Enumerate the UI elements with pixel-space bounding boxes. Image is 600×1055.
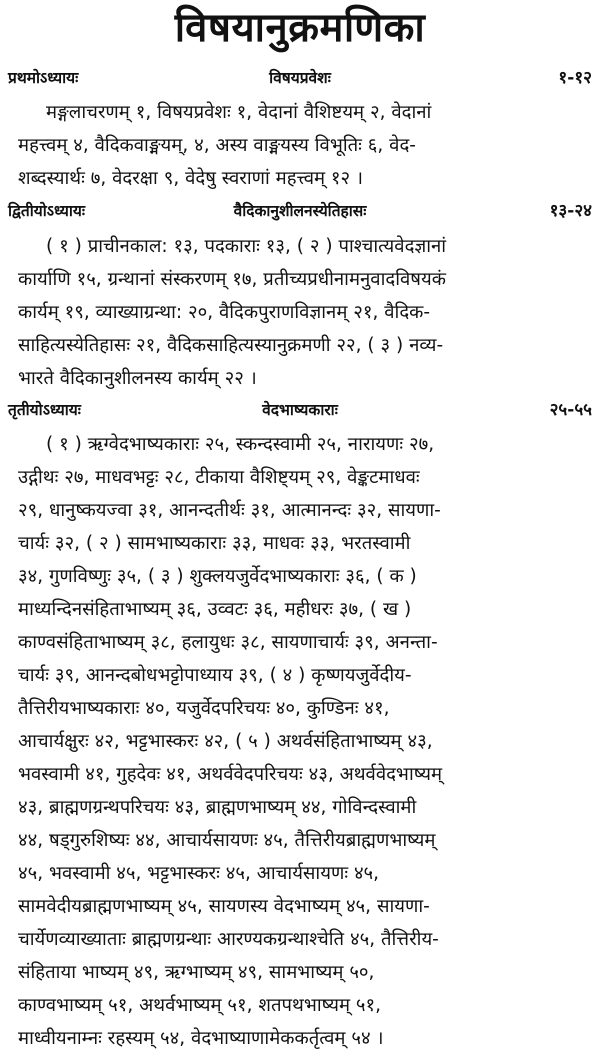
contents-line: उद्गीथः २७, माधवभट्टः २८, टीकाया वैशिष्ट्यम् २९, वेङ्कटमाधवः bbox=[18, 467, 420, 488]
contents-line: माध्वीयनाम्नः रहस्यम् ५४, वेदभाष्याणामेककर्तृत्वम् ५४ । bbox=[18, 1028, 384, 1049]
chapter-heading-1 bbox=[8, 64, 592, 92]
chapter-heading-3 bbox=[8, 396, 592, 424]
chapter-page-range: १३-२४ bbox=[549, 201, 592, 221]
chapter-contents-3 bbox=[18, 428, 576, 1055]
contents-line: चार्यः ३९, आनन्दबोधभट्टोपाध्याय ३९, ( ४ ) कृष्णयजुर्वेदीय- bbox=[18, 665, 412, 686]
chapter-topic: वैदिकानुशीलनस्येतिहासः bbox=[233, 202, 367, 220]
contents-line: महत्त्वम् ४, वैदिकवाङ्मयम्, ४, अस्य वाङ्मयस्य विभूतिः ६, वेद- bbox=[18, 135, 416, 156]
contents-line: काण्वभाष्यम् ५१, अथर्वभाष्यम् ५१, शतपथभाष्यम् ५१, bbox=[18, 995, 382, 1016]
contents-line: ३४, गुणविष्णुः ३५, ( ३ ) शुक्लयजुर्वेदभाष्यकाराः ३६, ( क ) bbox=[18, 566, 417, 587]
chapter-page-range: २५-५५ bbox=[549, 400, 592, 420]
contents-line: ४३, ब्राह्मणग्रन्थपरिचयः ४३, ब्राह्मणभाष्यम् ४४, गोविन्दस्वामी bbox=[18, 797, 417, 818]
chapter-contents-1 bbox=[18, 96, 576, 195]
contents-line: मङ्गलाचरणम् १, विषयप्रवेशः १, वेदानां वैशिष्टयम् २, वेदानां bbox=[46, 102, 432, 123]
chapter-topic: विषयप्रवेशः bbox=[269, 69, 331, 87]
contents-line: माध्यन्दिनसंहिताभाष्यम् ३६, उव्वटः ३६, महीधरः ३७, ( ख ) bbox=[18, 599, 412, 620]
chapter-contents-2 bbox=[18, 230, 576, 395]
chapter-topic: वेदभाष्यकाराः bbox=[262, 401, 338, 419]
contents-line: शब्दस्यार्थः ७, वेदरक्षा ९, वेदेषु स्वराणां महत्त्वम् १२ । bbox=[18, 168, 364, 189]
contents-line: संहिताया भाष्यम् ४९, ऋग्भाष्यम् ४९, सामभाष्यम् ५०, bbox=[18, 962, 375, 983]
chapter-heading-2 bbox=[8, 197, 592, 225]
contents-line: चार्यः ३२, ( २ ) सामभाष्यकाराः ३३, माधवः ३३, भरतस्वामी bbox=[18, 533, 411, 554]
chapter-page-range: १-१२ bbox=[558, 68, 592, 88]
contents-line: चार्येणव्याख्याताः ब्राह्मणग्रन्थाः आरण्यकग्रन्थाश्चेति ४५, तैत्तिरीय- bbox=[18, 929, 439, 950]
chapter-label: प्रथमोऽध्यायः bbox=[8, 69, 79, 87]
contents-line: आचार्यक्षुरः ४२, भट्टभास्करः ४२, ( ५ ) अथर्वसंहिताभाष्यम् ४३, bbox=[18, 731, 433, 752]
contents-line: ४४, षड्गुरुशिष्यः ४४, आचार्यसायणः ४५, तैत्तिरीयब्राह्मणभाष्यम् bbox=[18, 830, 436, 851]
contents-line: कार्याणि १५, ग्रन्थानां संस्करणम् १७, प्रतीच्यप्रधीनामनुवादविषयकं bbox=[18, 269, 446, 290]
contents-line: सामवेदीयब्राह्मणभाष्यम् ४५, सायणस्य वेदभाष्यम् ४५, सायणा- bbox=[18, 896, 430, 917]
contents-line: भारते वैदिकानुशीलनस्य कार्यम् २२ । bbox=[18, 368, 257, 389]
contents-line: तैत्तिरीयभाष्यकाराः ४०, यजुर्वेदपरिचयः ४०, कुण्डिनः ४१, bbox=[18, 698, 390, 719]
page-title: विषयानुक्रमणिका bbox=[174, 5, 426, 51]
chapter-label: तृतीयोऽध्यायः bbox=[8, 401, 81, 419]
contents-line: भवस्वामी ४१, गुहदेवः ४१, अथर्ववेदपरिचयः ४३, अथर्ववेदभाष्यम् bbox=[18, 764, 443, 785]
contents-line: काण्वसंहिताभाष्यम् ३८, हलायुधः ३८, सायणाचार्यः ३९, अनन्ता- bbox=[18, 632, 438, 653]
contents-line: ( १ ) प्राचीनकाल: १३, पदकाराः १३, ( २ ) पाश्चात्यवेदज्ञानां bbox=[46, 236, 447, 257]
contents-line: ( १ ) ऋग्वेदभाष्यकाराः २५, स्कन्दस्वामी २५, नारायणः २७, bbox=[46, 434, 435, 455]
contents-line: २९, धानुष्कयज्वा ३१, आनन्दतीर्थः ३१, आत्मानन्दः ३२, सायणा- bbox=[18, 500, 441, 521]
contents-line: ४५, भवस्वामी ४५, भट्टभास्करः ४५, आचार्यसायणः ४५, bbox=[18, 863, 380, 884]
contents-line: साहित्यस्येतिहासः २१, वैदिकसाहित्यस्यानुक्रमणी २२, ( ३ ) नव्य- bbox=[18, 335, 444, 356]
chapter-label: द्वितीयोऽध्यायः bbox=[8, 202, 85, 220]
contents-line: कार्यम् १९, व्याख्याग्रन्था: २०, वैदिकपुराणविज्ञानम् २१, वैदिक- bbox=[18, 302, 431, 323]
